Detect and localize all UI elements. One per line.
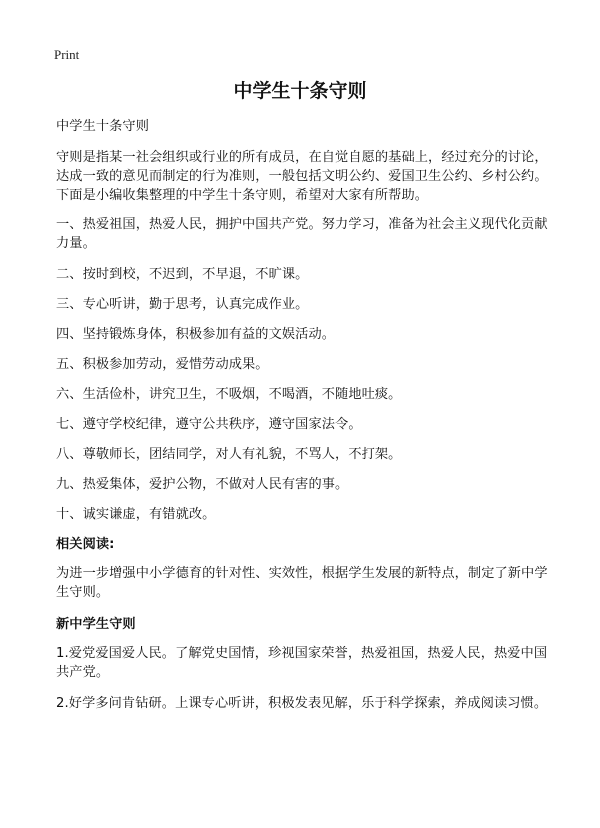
- rule-item: 六、生活俭朴，讲究卫生，不吸烟，不喝酒，不随地吐痰。: [56, 387, 402, 402]
- rule-item: 一、热爱祖国，热爱人民，拥护中国共产党。努力学习，准备为社会主义现代化贡献力量。: [56, 217, 548, 251]
- rule-item: 十、诚实谦虚，有错就改。: [56, 507, 216, 522]
- new-rule-item: 1.爱党爱国爱人民。了解党史国情，珍视国家荣誉，热爱祖国，热爱人民，热爱中国共产党。: [56, 646, 548, 680]
- new-rules-heading: 新中学生守则: [56, 617, 136, 632]
- article-body: [56, 117, 552, 725]
- rule-item: 四、坚持锻炼身体，积极参加有益的文娱活动。: [56, 327, 336, 342]
- related-reading-text: 为进一步增强中小学德育的针对性、实效性，根据学生发展的新特点，制定了新中学生守则。: [56, 566, 548, 600]
- print-link[interactable]: Print: [54, 47, 80, 62]
- page-title: 中学生十条守则: [233, 80, 367, 102]
- rule-item: 八、尊敬师长，团结同学，对人有礼貌，不骂人，不打架。: [56, 447, 402, 462]
- intro-paragraph: 守则是指某一社会组织或行业的所有成员，在自觉自愿的基础上，经过充分的讨论，达成一致的意见而制定的行为准则，一般包括文明公约、爱国卫生公约、乡村公约。下面是小编收集整理的中学生十条守则，希望对大家有所帮助。: [56, 150, 548, 203]
- rule-item: 五、积极参加劳动，爱惜劳动成果。: [56, 357, 269, 372]
- rule-item: 二、按时到校，不迟到，不早退，不旷课。: [56, 267, 309, 282]
- new-rule-item: 2.好学多问肯钻研。上课专心听讲，积极发表见解，乐于科学探索，养成阅读习惯。: [56, 696, 548, 711]
- rule-item: 三、专心听讲，勤于思考，认真完成作业。: [56, 297, 309, 312]
- article-subtitle: 中学生十条守则: [56, 119, 150, 134]
- rule-item: 九、热爱集体，爱护公物，不做对人民有害的事。: [56, 477, 349, 492]
- related-reading-heading: 相关阅读:: [56, 537, 115, 552]
- rule-item: 七、遵守学校纪律，遵守公共秩序，遵守国家法令。: [56, 417, 362, 432]
